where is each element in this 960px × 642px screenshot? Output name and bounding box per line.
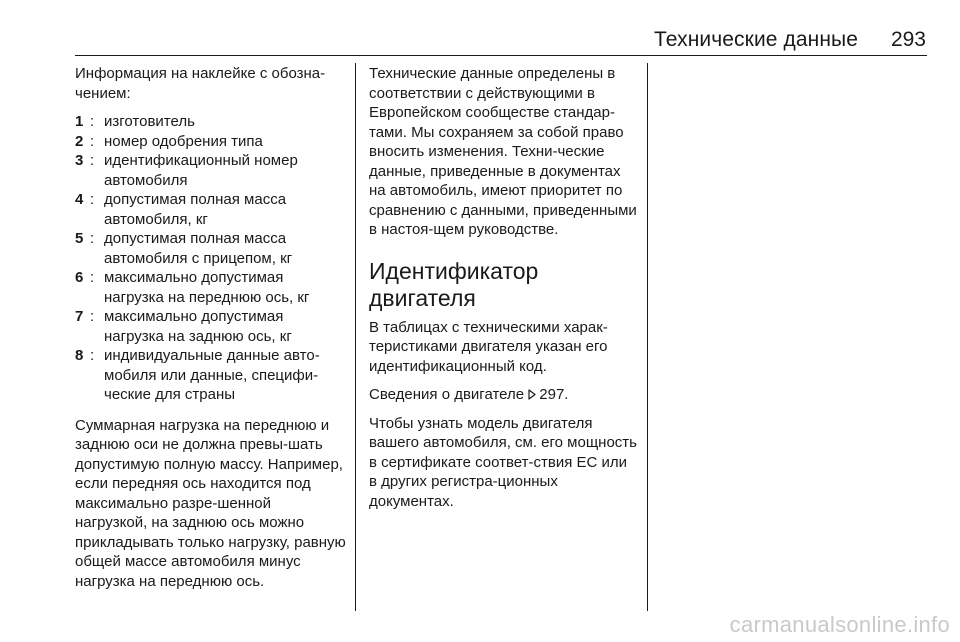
engine-identifier-heading: Идентификатор двигателя [369,257,539,311]
load-note-paragraph: Суммарная нагрузка на переднюю и заднюю оси не должна превы-шать допустимую полную массу. Например, если передняя ось находится под максимально разре-шенной нагрузкой, на заднюю ось можно прикладывать только нагрузку, равную общей массе автомобиля минус нагрузка на переднюю ось. [75,416,346,590]
legend-text: максимально допустимая нагрузка на заднюю ось, кг [104,308,292,345]
legend-separator: : [90,152,95,169]
legend-separator: : [90,308,95,325]
legend-number: 4 [75,191,84,208]
legend-text: индивидуальные данные авто-мобиля или данные, специфи-ческие для страны [104,347,320,403]
tech-data-paragraph: Технические данные определены в соответствии с действующими в Европейском сообществе стандар-тами. Мы сохраняем за собой право вносить изменения. Техни-ческие данные, приведенные в документах на автомобиль, имеют приоритет по сравнению с данными, приведенными в настоя-щем руководстве. [369,65,637,238]
legend-item [75,132,347,152]
reference-text: Сведения о двигателе [369,386,525,403]
legend-item [75,268,347,307]
legend-text: допустимая полная масса автомобиля с прицепом, кг [104,230,293,267]
legend-text: идентификационный номер автомобиля [104,152,298,189]
legend-item [75,307,347,346]
engine-code-paragraph: В таблицах с техническими харак-теристиками двигателя указан его идентификационный код. [369,318,608,375]
legend-number: 3 [75,152,84,169]
legend-number: 8 [75,347,84,364]
legend-separator: : [90,230,95,247]
column-middle [369,64,639,520]
header-rule [75,55,927,56]
legend-item [75,346,347,405]
label-legend-list [75,112,347,405]
legend-number: 7 [75,308,84,325]
legend-separator: : [90,191,95,208]
reference-page-link[interactable]: 297. [539,386,569,403]
legend-separator: : [90,132,95,150]
legend-text: максимально допустимая нагрузка на переднюю ось, кг [104,269,310,306]
legend-item [75,229,347,268]
legend-number: 6 [75,269,84,286]
legend-number: 5 [75,230,84,247]
legend-item [75,190,347,229]
column-left [75,64,347,600]
column-divider-right [647,63,648,611]
page-number: 293 [890,28,926,51]
legend-number: 2 [75,132,84,150]
label-intro-text: Информация на наклейке с обозна-чением: [75,65,326,102]
legend-separator: : [90,347,95,364]
engine-model-paragraph: Чтобы узнать модель двигателя вашего автомобиля, см. его мощность в сертификате соответ-ствия ЕС или в других регистра-ционных документах. [369,414,637,510]
legend-separator: : [90,113,95,130]
column-divider-left [355,63,356,611]
legend-item [75,151,347,190]
legend-text: номер одобрения типа [104,132,263,150]
section-title: Технические данные [654,28,858,51]
page-reference-arrow-icon[interactable] [528,389,536,400]
engine-reference-line [369,385,639,405]
legend-number: 1 [75,113,84,130]
legend-text: изготовитель [104,113,195,130]
legend-separator: : [90,269,95,286]
legend-item [75,112,347,132]
watermark: carmanualsonline.info [729,612,950,637]
legend-text: допустимая полная масса автомобиля, кг [104,191,287,228]
